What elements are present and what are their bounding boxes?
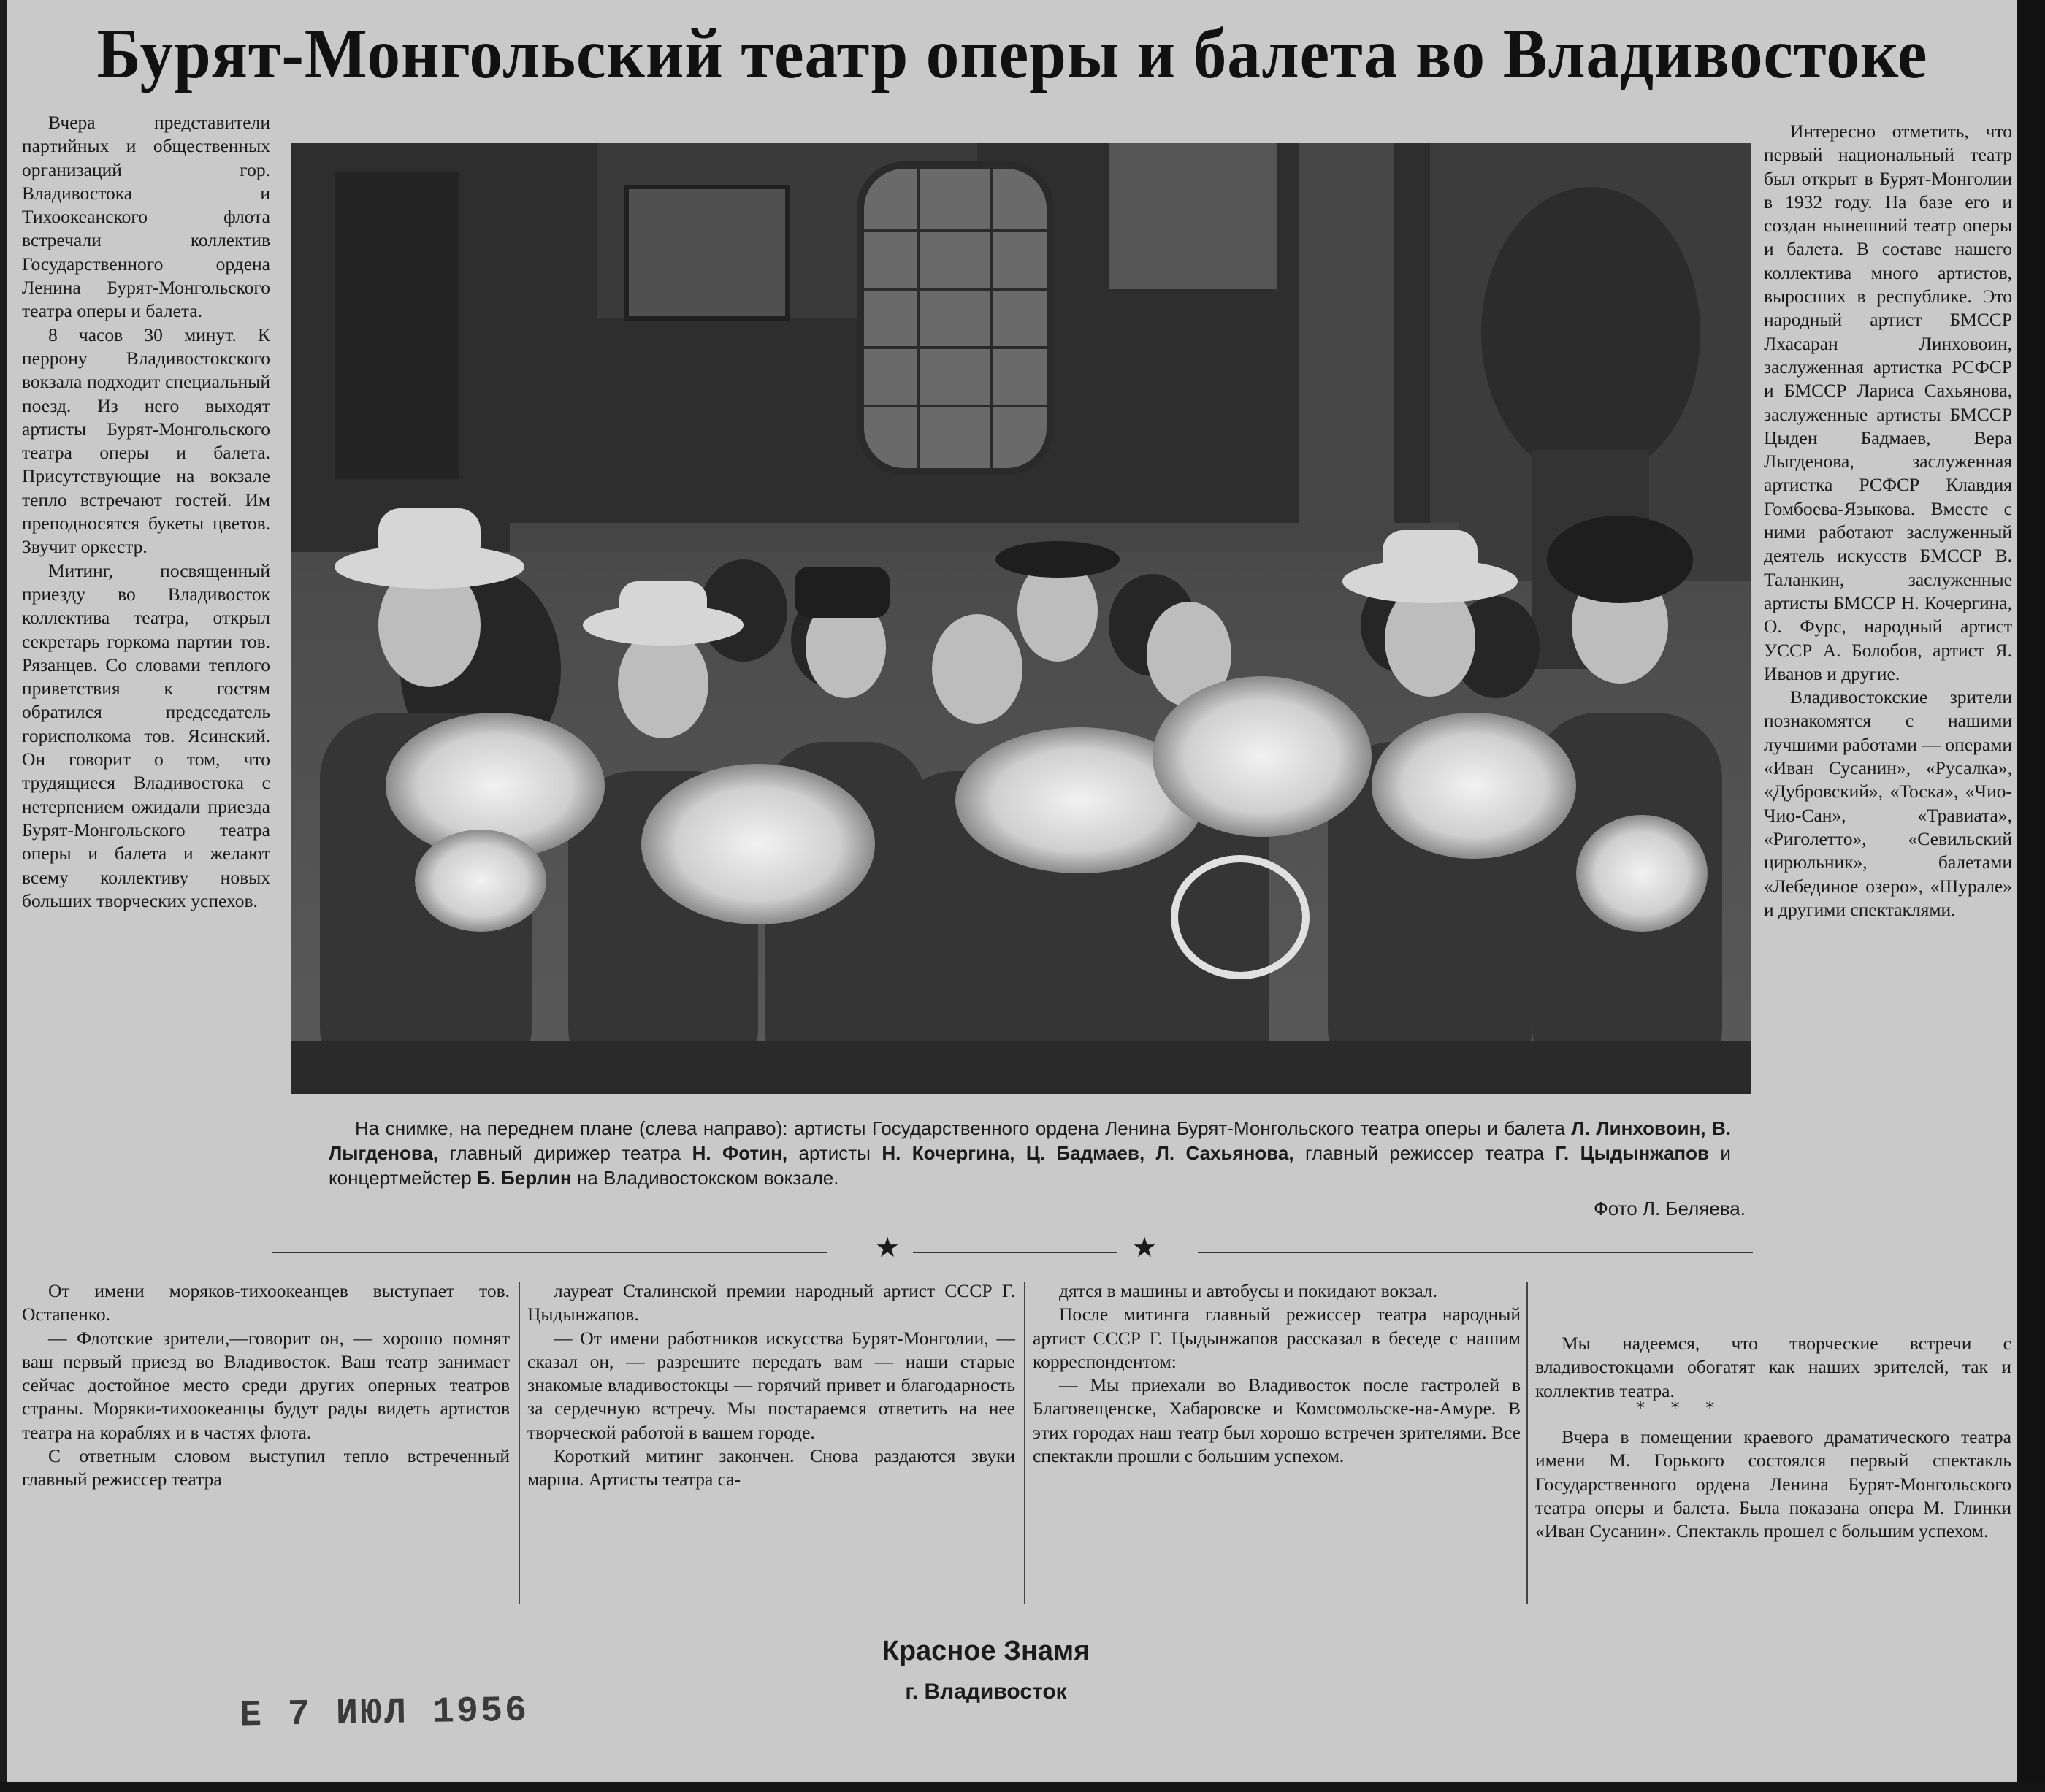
paragraph: Вчера в помещении краевого драматического театра имени М. Горького состоялся первый спектакль Государственного ордена Ленина Бурят-Монгольского театра оперы и балета. Была показана опера М. Глинки «Иван Сусанин». Спектакль прошел с большим успехом. (1535, 1426, 2011, 1542)
paragraph: Интересно отметить, что первый национальный театр был открыт в Бурят-Монголии в 1932 году. На базе его и создан нынешний театр оперы и балета. В составе нашего коллектива много артистов, выросших в республике. Это народный артист БМССР Лхасаран Линховоин, заслуженная артистка РСФСР и БМССР Лариса Сахьянова, заслуженные артисты БМССР Цыден Бадмаев, Вера Лыгденова, заслуженная артистка РСФСР Клавдия Гомбоева-Языкова. Вместе с ними работают заслуженный деятель искусств БМССР В. Таланкин, заслуженные артисты БМССР Н. Кочергина, О. Фурс, народный артист УССР А. Болобов, артист Я. Иванов и другие. (1764, 120, 2012, 684)
archive-date-stamp: Е 7 ИЮЛ 1956 (239, 1690, 530, 1737)
paragraph: Владивостокские зрители познакомятся с нашими лучшими работами — операми «Иван Сусанин», «Русалка», «Дубровский», «Тоска», «Чио-Чио-Сан», «Травиата», «Риголетто», «Севильский цирюльник», балетами «Лебединое озеро», «Шурале» и другими спектаклями. (1764, 686, 2012, 920)
photo-credit: Фото Л. Беляева. (1593, 1198, 1746, 1219)
headline: Бурят-Монгольский театр оперы и балета во Владивостоке (96, 15, 1928, 93)
paragraph: От имени моряков-тихоокеанцев выступает тов. Остапенко. (22, 1280, 510, 1325)
section-separator: * * * (1636, 1398, 1725, 1418)
column-bottom-4 (1535, 1332, 2011, 1403)
photo-illustration (291, 143, 1751, 1094)
divider-line (1198, 1252, 1753, 1253)
divider-star-icon: ★ (1132, 1231, 1158, 1263)
column-rule (519, 1282, 520, 1604)
paragraph: — Флотские зрители,—говорит он, — хорошо помнят ваш первый приезд во Владивосток. Ваш театр занимает сейчас достойное место среди других оперных театров страны. Моряки-тихоокеанцы будут рады видеть артистов театра на кораблях и в частях флота. (22, 1327, 510, 1443)
caption-name: Н. Кочергина, Ц. Бадмаев, Л. Сахьянова, (882, 1142, 1294, 1164)
paragraph: Мы надеемся, что творческие встречи с владивостокцами обогатят как наших зрителей, так и коллектив театра. (1535, 1333, 2011, 1401)
paragraph: После митинга главный режиссер театра народный артист СССР Г. Цыдынжапов рассказал в беседе с нашим корреспондентом: (1033, 1303, 1521, 1372)
scan-border (2017, 0, 2045, 1792)
divider-line (913, 1252, 1117, 1253)
column-right (1764, 120, 2012, 922)
column-bottom-2 (527, 1279, 1015, 1492)
paragraph: С ответным словом выступил тепло встреченный главный режиссер театра (22, 1445, 510, 1490)
column-bottom-3 (1033, 1279, 1521, 1468)
column-rule (1024, 1282, 1025, 1604)
caption-name: Г. Цыдынжапов (1555, 1142, 1709, 1164)
column-bottom-1 (22, 1279, 510, 1492)
paragraph: — Мы приехали во Владивосток после гастролей в Благовещенске, Хабаровске и Комсомольске-на-Амуре. В этих городах наш театр был хорошо встречен зрителями. Все спектакли прошли с большим успехом. (1033, 1374, 1521, 1467)
newspaper-name: Красное Знамя (882, 1636, 1090, 1666)
caption-name: В. Лыгденова, (329, 1117, 1731, 1164)
scan-border (0, 1782, 2045, 1792)
column-bottom-4-continued (1535, 1425, 2011, 1543)
photo-caption: На снимке, на переднем плане (слева направо): артисты Государственного ордена Ленина Бурят-Монгольского театра оперы и балета Л. Линховоин, В. Лыгденова, главный дирижер театра Н. Фотин, артисты Н. Кочергина, Ц. Бадмаев, Л. Сахьянова, главный режиссер театра Г. Цыдынжапов и концертмейстер Б. Берлин на Владивостокском вокзале. (329, 1117, 1731, 1189)
caption-name: Б. Берлин (476, 1167, 572, 1189)
divider-star-icon: ★ (875, 1231, 901, 1263)
caption-name: Н. Фотин, (692, 1142, 788, 1164)
paragraph: дятся в машины и автобусы и покидают вокзал. (1059, 1280, 1437, 1301)
caption-name: Л. Линховоин, (1571, 1117, 1706, 1139)
paragraph: — От имени работников искусства Бурят-Монголии, — сказал он, — разрешите передать вам — наши старые знакомые владивостокцы — горячий привет и благодарность за сердечную встречу. Мы постараемся ответить на нее творческой работой в вашем городе. (527, 1327, 1015, 1443)
divider-line (272, 1252, 827, 1253)
paragraph: Вчера представители партийных и общественных организаций гор. Владивостока и Тихоокеанского флота встречали коллектив Государственного ордена Ленина Бурят-Монгольского театра оперы и балета. (22, 112, 270, 322)
newspaper-city: г. Владивосток (905, 1680, 1067, 1704)
newspaper-clipping (7, 0, 2017, 1782)
news-photo (291, 143, 1751, 1094)
paragraph: 8 часов 30 минут. К перрону Владивостокского вокзала подходит специальный поезд. Из него выходят артисты Бурят-Монгольского театра оперы и балета. Присутствующие на вокзале тепло встречают гостей. Им преподносятся букеты цветов. Звучит оркестр. (22, 323, 270, 558)
paragraph: лауреат Сталинской премии народный артист СССР Г. Цыдынжапов. (527, 1280, 1015, 1325)
column-left (22, 111, 270, 913)
paragraph: Митинг, посвященный приезду во Владивосток коллектива театра, открыл секретарь горкома партии тов. Рязанцев. Со словами теплого приветствия к гостям обратился председатель горисполкома тов. Ясинский. Он говорит о том, что трудящиеся Владивостока с нетерпением ожидали приезда Бурят-Монгольского театра оперы и балета и желают всему коллективу новых больших творческих успехов. (22, 559, 270, 911)
column-rule (1526, 1282, 1528, 1604)
paragraph: Короткий митинг закончен. Снова раздаются звуки марша. Артисты театра са- (527, 1445, 1015, 1490)
